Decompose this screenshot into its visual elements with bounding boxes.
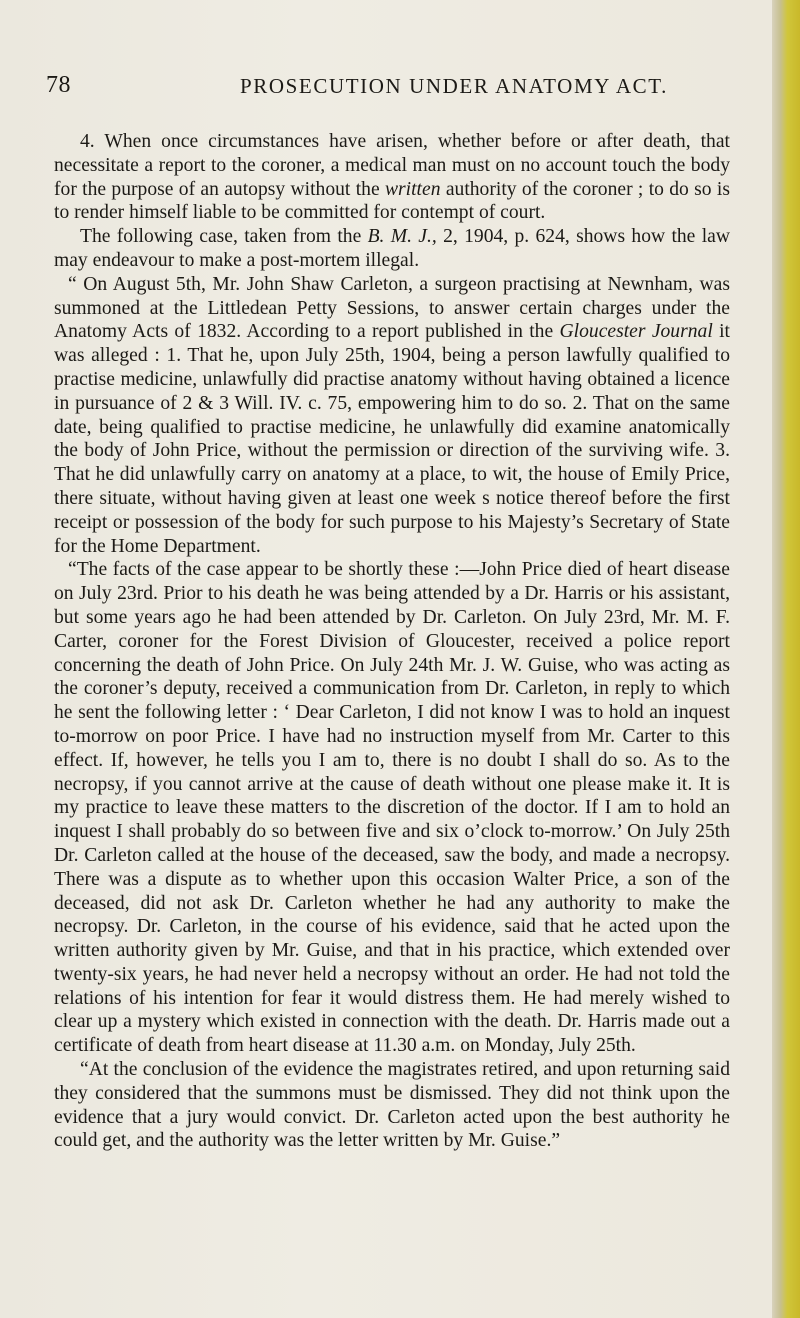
paragraph-charges: “ On August 5th, Mr. John Shaw Carleton, a surgeon practising at Newnham, was summoned at the Littledean Petty Sessions, to answer certain charges under the Anatomy Acts of 1832. According to a report published in the Gloucester Journal it was alleged : 1. That he, upon July 25th, 1904, being a person lawfully qualified to practise medicine, unlawfully did practise anatomy without having obtained a licence in pursuance of 2 & 3 Will. IV. c. 75, empowering him to do so. 2. That on the same date, being qualified to practise medicine, he unlawfully did examine anatomically the body of John Price, without the permission or direction of the surviving wife. 3. That he did unlawfully carry on anatomy at a place, to wit, the house of Emily Price, there situate, without having given at least one week s notice thereof before the first receipt or possession of the body for such purpose to his Majesty’s Secretary of State for the Home Department. <box>54 273 730 557</box>
page-number: 78 <box>46 72 71 98</box>
running-head: PROSECUTION UNDER ANATOMY ACT. <box>240 74 668 98</box>
paragraph-case-intro: The following case, taken from the B. M. J., 2, 1904, p. 624, shows how the law may endeavour to make a post-mortem illegal. <box>54 226 730 271</box>
paragraph-facts: “The facts of the case appear to be shortly these :—John Price died of heart disease on July 23rd. Prior to his death he was being attended by a Dr. Harris or his assistant, but some years ago he had been attended by Dr. Carleton. On July 23rd, Mr. M. F. Carter, coroner for the Forest Division of Gloucester, received a police report concerning the death of John Price. On July 24th Mr. J. W. Guise, who was acting as the coroner’s deputy, received a communication from Dr. Carleton, in reply to which he sent the following letter : ‘ Dear Carleton, I did not know I was to hold an inquest to-morrow on poor Price. I have had no instruction myself from Mr. Carter to this effect. If, however, he tells you I am to, there is no doubt I shall do so. As to the necropsy, if you cannot arrive at the cause of death without one please make it. It is my practice to leave these matters to the discretion of the doctor. If I am to hold an inquest I shall probably do so between five and six o’clock to-morrow.’ On July 25th Dr. Carleton called at the house of the deceased, saw the body, and made a necropsy. There was a dispute as to whether upon this occasion Walter Price, a son of the deceased, did not ask Dr. Carleton whether he had any authority to make the necropsy. Dr. Carleton, in the course of his evidence, said that he acted upon the written authority given by Mr. Guise, and that in his practice, which extended over twenty-six years, he had never held a necropsy without an order. He had not told the relations of his intention for fear it would distress them. He had merely wished to clear up a mystery which existed in connection with the death. Dr. Harris made out a certificate of death from heart disease at 11.30 a.m. on Monday, July 25th. <box>54 559 730 1057</box>
page-edge-binding <box>772 0 800 1318</box>
page-header <box>0 72 772 112</box>
body-text <box>54 130 730 1153</box>
paragraph-conclusion: “At the conclusion of the evidence the magistrates retired, and upon returning said they considered that the summons must be dismissed. They did not think upon the evidence that a jury would convict. Dr. Carleton acted upon the best authority he could get, and the authority was the letter written by Mr. Guise.” <box>54 1059 730 1152</box>
paragraph-rule-4: 4. When once circumstances have arisen, whether before or after death, that necessitate a report to the coroner, a medical man must on no account touch the body for the purpose of an autopsy without the written authority of the coroner ; to do so is to render himself liable to be committed for contempt of court. <box>54 131 730 224</box>
